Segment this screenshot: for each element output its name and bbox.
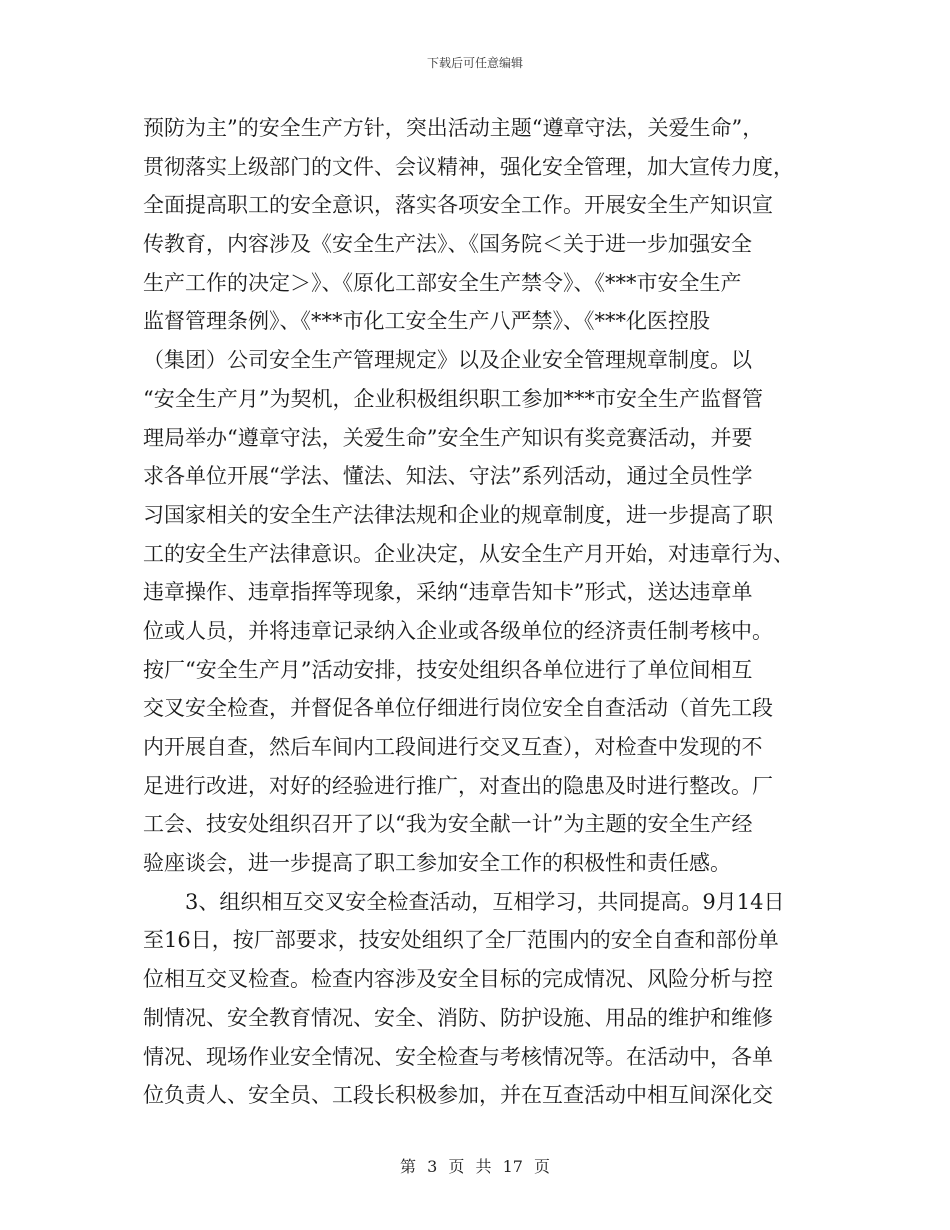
body-line: 交叉安全检查，并督促各单位仔细进行岗位安全自查活动（首先工段 — [143, 696, 773, 721]
body-line: 至16日，按厂部要求，技安处组织了全厂范围内的安全自查和部份单 — [143, 928, 779, 953]
footer-total-prefix: 共 — [475, 1157, 492, 1176]
body-line: 工会、技安处组织召开了以“我为安全献一计”为主题的安全生产经 — [143, 812, 753, 837]
footer-prefix: 第 — [399, 1157, 416, 1176]
body-line: 位相互交叉检查。检查内容涉及安全目标的完成情况、风险分析与控 — [143, 967, 773, 992]
body-line: 工的安全生产法律意识。企业决定，从安全生产月开始，对违章行为、 — [143, 541, 794, 566]
body-line: 情况、现场作业安全情况、安全检查与考核情况等。在活动中，各单 — [143, 1044, 773, 1069]
page-footer — [0, 1154, 950, 1177]
total-page-count: 17 — [502, 1157, 523, 1176]
body-line: 足进行改进，对好的经验进行推广，对查出的隐患及时进行整改。厂 — [143, 773, 773, 798]
body-line: “安全生产月”为契机，企业积极组织职工参加***市安全生产监督管 — [143, 386, 763, 411]
document-body — [143, 109, 811, 1115]
current-page-number: 3 — [427, 1157, 438, 1176]
body-line: 按厂“安全生产月”活动安排，技安处组织各单位进行了单位间相互 — [143, 657, 753, 682]
footer-page-unit: 页 — [448, 1157, 465, 1176]
body-line: 贯彻落实上级部门的文件、会议精神，强化安全管理，加大宣传力度， — [143, 154, 794, 179]
body-line: 理局举办“遵章守法，关爱生命”安全生产知识有奖竞赛活动，并要 — [143, 425, 753, 450]
body-line: 违章操作、违章指挥等现象，采纳“违章告知卡”形式，送达违章单 — [143, 580, 753, 605]
paragraph-start-line: 3、组织相互交叉安全检查活动，互相学习，共同提高。9月14日 — [185, 889, 785, 914]
page-header: 下载后可任意编辑 — [426, 56, 523, 70]
body-line: 传教育，内容涉及《安全生产法》、《国务院＜关于进一步加强安全 — [143, 232, 752, 257]
body-line: 内开展自查，然后车间内工段间进行交叉互查），对检查中发现的不 — [143, 735, 763, 759]
body-line: 验座谈会，进一步提高了职工参加安全工作的积极性和责任感。 — [143, 851, 731, 876]
body-line: 习国家相关的安全生产法律法规和企业的规章制度，进一步提高了职 — [143, 502, 773, 527]
footer-total-unit: 页 — [534, 1157, 551, 1176]
body-line: 制情况、安全教育情况、安全、消防、防护设施、用品的维护和维修 — [143, 1005, 773, 1030]
body-line: 位负责人、安全员、工段长积极参加，并在互查活动中相互间深化交 — [143, 1083, 773, 1108]
body-line: 全面提高职工的安全意识，落实各项安全工作。开展安全生产知识宣 — [143, 193, 773, 218]
body-line: 求各单位开展“学法、懂法、知法、守法”系列活动，通过全员性学 — [143, 464, 753, 489]
body-line: 生产工作的决定＞》、《原化工部安全生产禁令》、《***市安全生产 — [143, 270, 742, 295]
body-line: 位或人员，并将违章记录纳入企业或各级单位的经济责任制考核中。 — [143, 618, 773, 643]
body-line: （集团）公司安全生产管理规定》以及企业安全管理规章制度。以 — [143, 348, 752, 373]
body-line: 预防为主”的安全生产方针，突出活动主题“遵章守法，关爱生命”， — [143, 116, 764, 140]
body-line: 监督管理条例》、《***市化工安全生产八严禁》、《***化医控股 — [143, 309, 710, 334]
